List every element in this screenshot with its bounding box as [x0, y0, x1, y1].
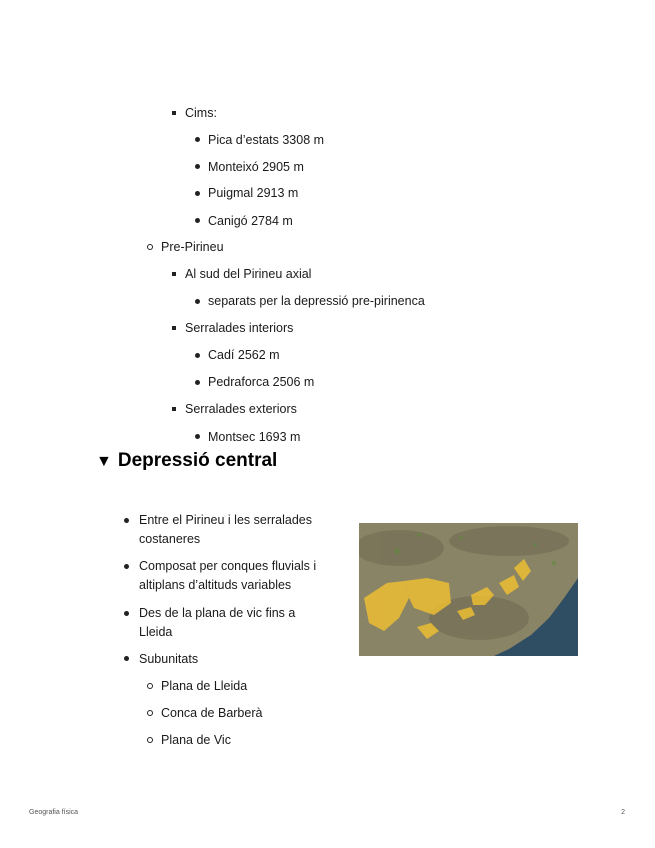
list-item-sud: Al sud del Pirineu axial [185, 267, 312, 281]
list-item-peak: Cadí 2562 m [208, 348, 280, 362]
list-item-peak: Monteixó 2905 m [208, 160, 304, 174]
bullet-disc [195, 299, 200, 304]
footer-page-number: 2 [621, 809, 625, 816]
bullet-square [172, 407, 176, 411]
section-heading[interactable] [96, 449, 277, 474]
list-item-cims: Cims: [185, 106, 217, 120]
bullet-circle [147, 683, 153, 689]
bullet-disc [195, 137, 200, 142]
list-item-prepirineu: Pre-Pirineu [161, 240, 224, 254]
list-item-line: Composat per conques fluvials i [139, 559, 317, 573]
list-item-peak: Montsec 1693 m [208, 430, 301, 444]
list-item-peak: Canigó 2784 m [208, 214, 293, 228]
bullet-disc [195, 191, 200, 196]
section-title: Depressió central [117, 450, 278, 471]
bullet-disc [195, 164, 200, 169]
list-item-sud-detail: separats per la depressió pre-pirinenca [208, 294, 425, 308]
bullet-square [172, 326, 176, 330]
bullet-disc [195, 434, 200, 439]
list-item-line: Lleida [139, 625, 173, 639]
list-item-line: altiplans d’altituds variables [139, 578, 292, 592]
bullet-disc [195, 218, 200, 223]
list-item-subunitat: Conca de Barberà [161, 706, 263, 720]
list-item-subunitat: Plana de Lleida [161, 679, 248, 693]
depressio-central-map [359, 523, 578, 656]
bullet-disc [124, 564, 129, 569]
bullet-disc [195, 380, 200, 385]
list-item-line: costaneres [139, 532, 201, 546]
list-item-line: Entre el Pirineu i les serralades [139, 513, 312, 527]
bullet-circle [147, 710, 153, 716]
bullet-circle [147, 737, 153, 743]
list-item-subunitats: Subunitats [139, 652, 199, 666]
bullet-square [172, 272, 176, 276]
bullet-disc [124, 611, 129, 616]
bullet-disc [124, 656, 129, 661]
list-item-peak: Pedraforca 2506 m [208, 375, 315, 389]
bullet-circle [147, 244, 153, 250]
bullet-square [172, 111, 176, 115]
list-item-subunitat: Plana de Vic [161, 733, 231, 747]
footer-left: Geografia física [29, 809, 79, 816]
list-item-peak: Puigmal 2913 m [208, 186, 299, 200]
list-item-exteriors: Serralades exteriors [185, 402, 297, 416]
list-item-peak: Pica d’estats 3308 m [208, 133, 325, 147]
bullet-disc [195, 353, 200, 358]
list-item-interiors: Serralades interiors [185, 321, 294, 335]
list-item-line: Des de la plana de vic fins a [139, 606, 296, 620]
bullet-disc [124, 518, 129, 523]
triangle-down-icon[interactable]: ▼ [96, 453, 112, 470]
